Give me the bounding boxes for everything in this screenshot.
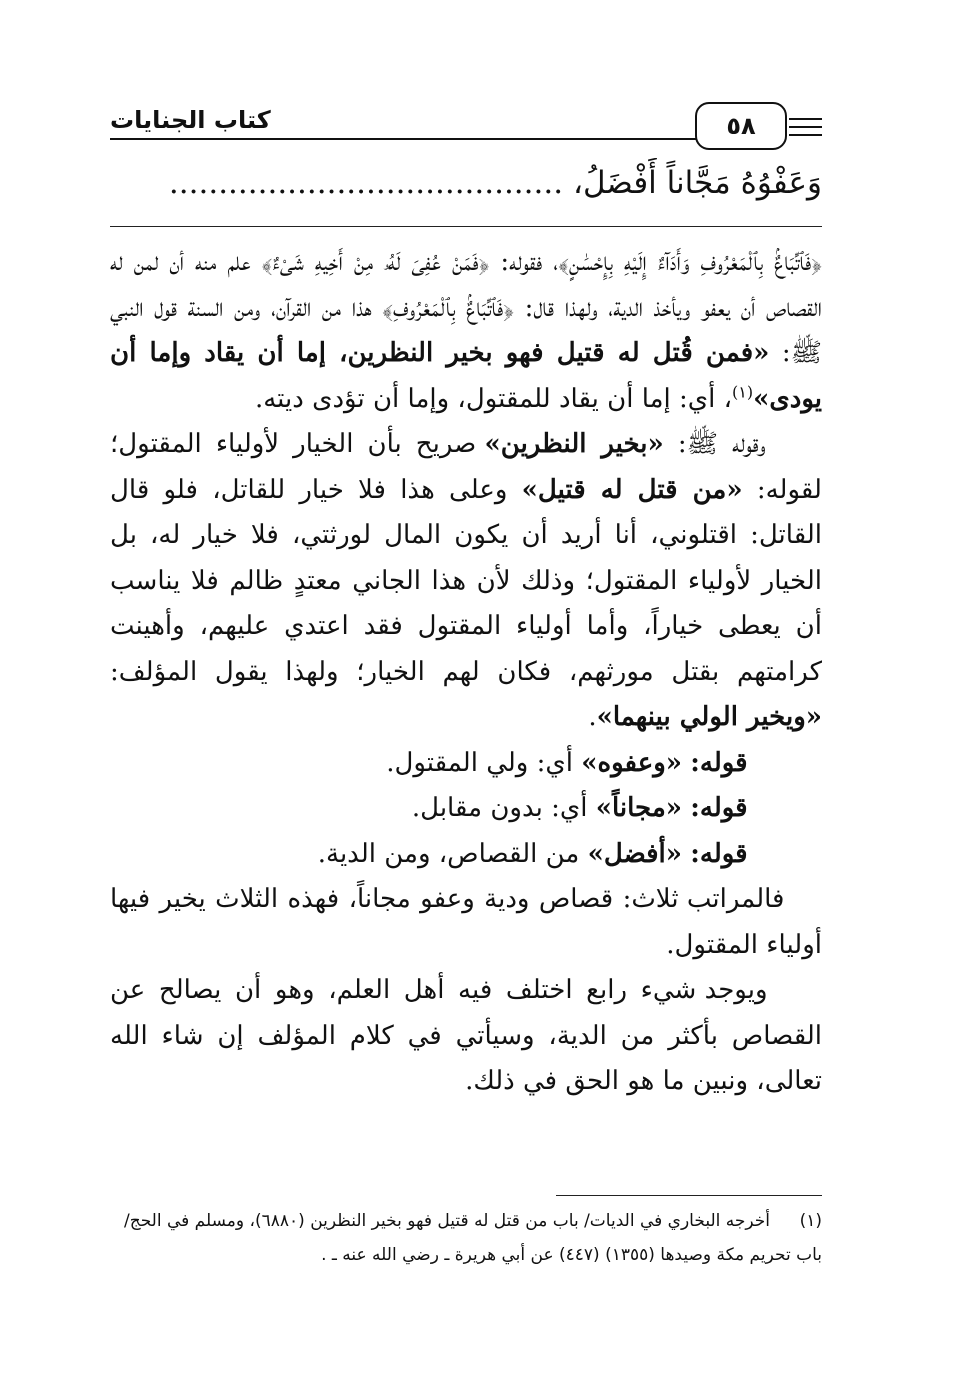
text: وعلى هذا فلا خيار للقاتل، فلو قال القاتل: اقتلوني، أنا أريد أن يكون المال لورثتي، فلا خيار له، بل الخيار لأولياء المقتول؛ وذلك لأن هذا الجاني معتدٍ ظالم فلا يناسب أن يعطى خياراً، وأما أولياء المقتول فقد اعتدي عليهم، وأهينت كرامتهم بقتل مورثهم، فكان لهم الخيار؛ ولهذا يقول المؤلف: (110, 474, 822, 687)
text: فالمراتب ثلاث: قصاص ودية وعفو مجاناً، فهذه الثلاث يخير فيها أولياء المقتول. (110, 884, 822, 960)
footnote-text: أخرجه البخاري في الديات/ باب من قتل له قتيل فهو بخير النظرين (٦٨٨٠)، ومسلم في الحج/ باب تحريم مكة وصيدها (١٣٥٥) (٤٤٧) عن أبي هريرة ـ رضي الله عنه ـ . (124, 1211, 822, 1265)
qawl-3 (110, 832, 822, 878)
paragraph-2 (110, 422, 822, 741)
header-ornament-line (789, 118, 822, 120)
text: وقوله ﷺ: (663, 429, 766, 459)
text: ، أي: إما أن يقاد للمقتول، وإما أن تؤدى ديته. (254, 383, 733, 414)
qawl-quote: «أفضل» (587, 838, 683, 869)
matn-dots: ........................................ (168, 165, 564, 201)
text: . (588, 702, 597, 732)
header-rule (110, 138, 697, 140)
bold-quote: «من قتل له قتيل» (521, 474, 743, 505)
text: ويوجد شيء رابع اختلف فيه أهل العلم، وهو أن يصالح عن القصاص بأكثر من الدية، وسيأتي في كلام المؤلف إن شاء الله تعالى، ونبين ما هو الحق في ذلك. (110, 975, 822, 1096)
qawl-2 (110, 786, 822, 832)
text: صريح بأن الخيار لأولياء المقتول؛ لقوله: (110, 429, 822, 505)
text: علم منه أن لمن له القصاص أن يعفو ويأخذ الدية، ولهذا قال: (110, 247, 822, 323)
qawl-label: قوله: (690, 793, 748, 823)
footnote-number: (١) (799, 1211, 822, 1231)
quran-verse: ﴿فَمَنْ عُفِىَ لَهُۥ مِنْ أَخِيهِ شَىْءٌ﴾ (261, 247, 490, 277)
page-number: ٥٨ (695, 102, 787, 150)
matn-text (110, 158, 822, 208)
paragraph-1 (110, 240, 822, 422)
qawl-quote: «مجاناً» (595, 793, 683, 823)
header-ornament-line (789, 126, 822, 128)
hadith-quote: «فمن قُتل له قتيل فهو بخير النظرين، إما أن يقاد وإما أن يودى» (110, 338, 822, 414)
footnote (110, 1204, 822, 1272)
text: هذا من القرآن، ومن السنة قول النبي ﷺ: (110, 292, 822, 368)
matn-divider (110, 226, 822, 227)
qawl-1 (110, 741, 822, 787)
qawl-label: قوله: (690, 747, 748, 778)
bold-quote: «ويخير الولي بينهما» (596, 702, 822, 732)
footnote-ref: (١) (732, 381, 754, 401)
text: ، فقوله: (489, 247, 559, 277)
paragraph-4 (110, 968, 822, 1105)
footnotes (110, 1204, 822, 1272)
header-ornament-line (789, 134, 822, 136)
book-page (110, 88, 822, 1318)
qawl-label: قوله: (690, 838, 748, 869)
page-header (110, 98, 822, 142)
qawl-text: من القصاص، ومن الدية. (317, 838, 588, 869)
running-title: كتاب الجنايات (110, 106, 271, 134)
quran-verse: ﴿فَٱتِّبَاعٌۢ بِٱلْمَعْرُوفِ﴾ (382, 292, 514, 323)
qawl-text: أي: ولي المقتول. (386, 747, 582, 778)
paragraph-3 (110, 877, 822, 968)
qawl-text: أي: بدون مقابل. (411, 793, 596, 823)
matn-line: وَعَفْوُهُ مَجَّاناً أَفْضَلُ، (572, 165, 822, 201)
qawl-quote: «وعفوه» (581, 747, 683, 778)
quran-verse: ﴿فَٱتِّبَاعٌۢ بِٱلْمَعْرُوفِ وَأَدَآءٌ إِلَيْهِ بِإِحْسَٰنٍ﴾ (558, 247, 822, 277)
commentary-body (110, 240, 822, 1105)
bold-quote: «بخير النظرين» (484, 429, 664, 459)
footnote-rule (556, 1195, 822, 1196)
